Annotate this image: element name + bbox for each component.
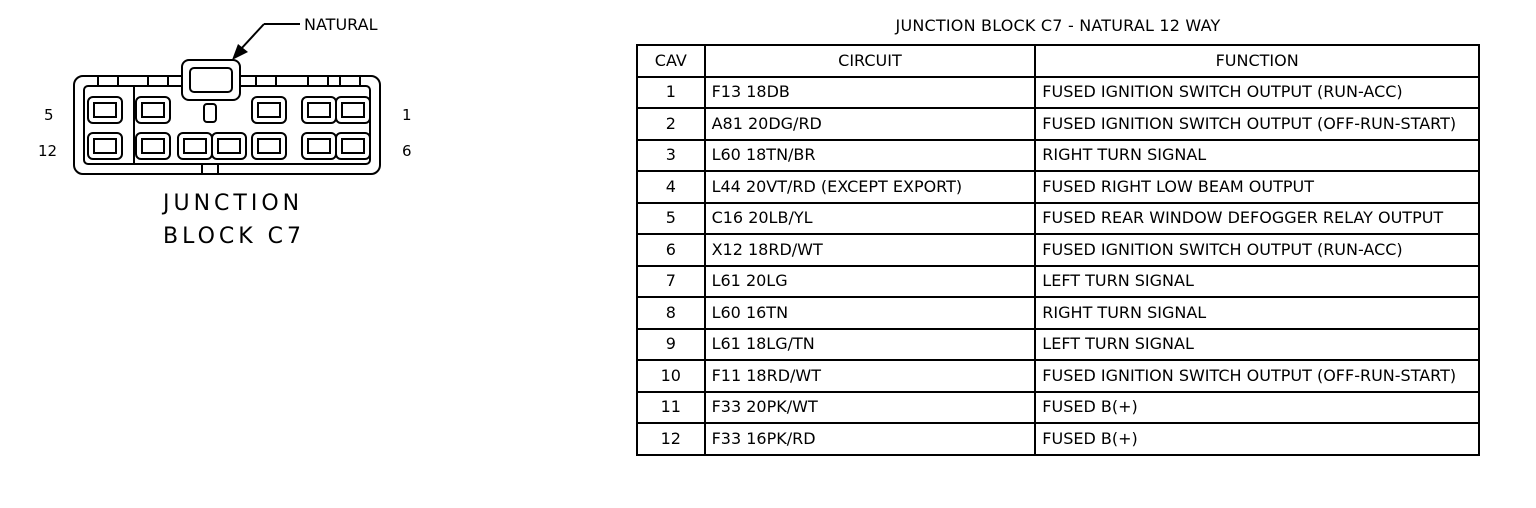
function-cell: FUSED IGNITION SWITCH OUTPUT (OFF-RUN-START) bbox=[1035, 108, 1479, 140]
header-function: FUNCTION bbox=[1035, 45, 1479, 77]
cavity-4 bbox=[136, 97, 170, 123]
function-cell: FUSED B(+) bbox=[1035, 423, 1479, 455]
function-cell: RIGHT TURN SIGNAL bbox=[1035, 297, 1479, 329]
cavity-5 bbox=[88, 97, 122, 123]
function-cell: FUSED IGNITION SWITCH OUTPUT (OFF-RUN-START) bbox=[1035, 360, 1479, 392]
cav-cell: 1 bbox=[637, 77, 705, 109]
table-row bbox=[637, 77, 1479, 109]
pin-label-right-top: 1 bbox=[402, 106, 412, 124]
cav-cell: 7 bbox=[637, 266, 705, 298]
circuit-cell: F33 16PK/RD bbox=[705, 423, 1036, 455]
cavity-8 bbox=[252, 133, 286, 159]
natural-callout-label: NATURAL bbox=[304, 15, 378, 34]
circuit-cell: L60 16TN bbox=[705, 297, 1036, 329]
function-cell: LEFT TURN SIGNAL bbox=[1035, 266, 1479, 298]
circuit-cell: A81 20DG/RD bbox=[705, 108, 1036, 140]
cav-cell: 10 bbox=[637, 360, 705, 392]
circuit-cell: L60 18TN/BR bbox=[705, 140, 1036, 172]
table-row bbox=[637, 360, 1479, 392]
function-cell: FUSED B(+) bbox=[1035, 392, 1479, 424]
cav-cell: 12 bbox=[637, 423, 705, 455]
function-cell: FUSED IGNITION SWITCH OUTPUT (RUN-ACC) bbox=[1035, 77, 1479, 109]
function-cell: FUSED REAR WINDOW DEFOGGER RELAY OUTPUT bbox=[1035, 203, 1479, 235]
cav-cell: 2 bbox=[637, 108, 705, 140]
header-cav: CAV bbox=[637, 45, 705, 77]
function-cell: FUSED RIGHT LOW BEAM OUTPUT bbox=[1035, 171, 1479, 203]
connector-name-line1: JUNCTION bbox=[163, 191, 304, 216]
function-cell: LEFT TURN SIGNAL bbox=[1035, 329, 1479, 361]
table-header-row bbox=[637, 45, 1479, 77]
circuit-cell: L61 18LG/TN bbox=[705, 329, 1036, 361]
circuit-cell: F33 20PK/WT bbox=[705, 392, 1036, 424]
circuit-cell: X12 18RD/WT bbox=[705, 234, 1036, 266]
circuit-cell: L61 20LG bbox=[705, 266, 1036, 298]
table-title: JUNCTION BLOCK C7 - NATURAL 12 WAY bbox=[895, 16, 1221, 35]
connector-name-line2: BLOCK C7 bbox=[163, 224, 306, 249]
cavity-6 bbox=[336, 133, 370, 159]
cavity-10 bbox=[178, 133, 212, 159]
table-row bbox=[637, 392, 1479, 424]
cav-cell: 11 bbox=[637, 392, 705, 424]
cavity-11 bbox=[136, 133, 170, 159]
cavity-2 bbox=[302, 97, 336, 123]
cavity-3 bbox=[252, 97, 286, 123]
table-row bbox=[637, 329, 1479, 361]
cavity-7 bbox=[302, 133, 336, 159]
cav-cell: 9 bbox=[637, 329, 705, 361]
circuit-cell: L44 20VT/RD (EXCEPT EXPORT) bbox=[705, 171, 1036, 203]
circuit-cell: C16 20LB/YL bbox=[705, 203, 1036, 235]
table-row bbox=[637, 140, 1479, 172]
callout-leader-arrow bbox=[232, 24, 300, 60]
pin-label-left-bottom: 12 bbox=[38, 142, 58, 160]
cavity-row-bottom bbox=[88, 133, 370, 159]
pin-label-right-bottom: 6 bbox=[402, 142, 412, 160]
table-row bbox=[637, 423, 1479, 455]
cav-cell: 3 bbox=[637, 140, 705, 172]
cavity-1 bbox=[336, 97, 370, 123]
pin-assignment-table bbox=[636, 44, 1480, 456]
table-row bbox=[637, 297, 1479, 329]
table-row bbox=[637, 234, 1479, 266]
table-row bbox=[637, 171, 1479, 203]
cav-cell: 8 bbox=[637, 297, 705, 329]
header-circuit: CIRCUIT bbox=[705, 45, 1036, 77]
cav-cell: 5 bbox=[637, 203, 705, 235]
cavity-9 bbox=[212, 133, 246, 159]
table-row bbox=[637, 203, 1479, 235]
table-row bbox=[637, 266, 1479, 298]
cav-cell: 4 bbox=[637, 171, 705, 203]
connector-diagram bbox=[0, 0, 560, 300]
cavity-12 bbox=[88, 133, 122, 159]
circuit-cell: F11 18RD/WT bbox=[705, 360, 1036, 392]
table-row bbox=[637, 108, 1479, 140]
function-cell: RIGHT TURN SIGNAL bbox=[1035, 140, 1479, 172]
cav-cell: 6 bbox=[637, 234, 705, 266]
pin-label-left-top: 5 bbox=[44, 106, 54, 124]
table-body bbox=[637, 77, 1479, 455]
circuit-cell: F13 18DB bbox=[705, 77, 1036, 109]
function-cell: FUSED IGNITION SWITCH OUTPUT (RUN-ACC) bbox=[1035, 234, 1479, 266]
